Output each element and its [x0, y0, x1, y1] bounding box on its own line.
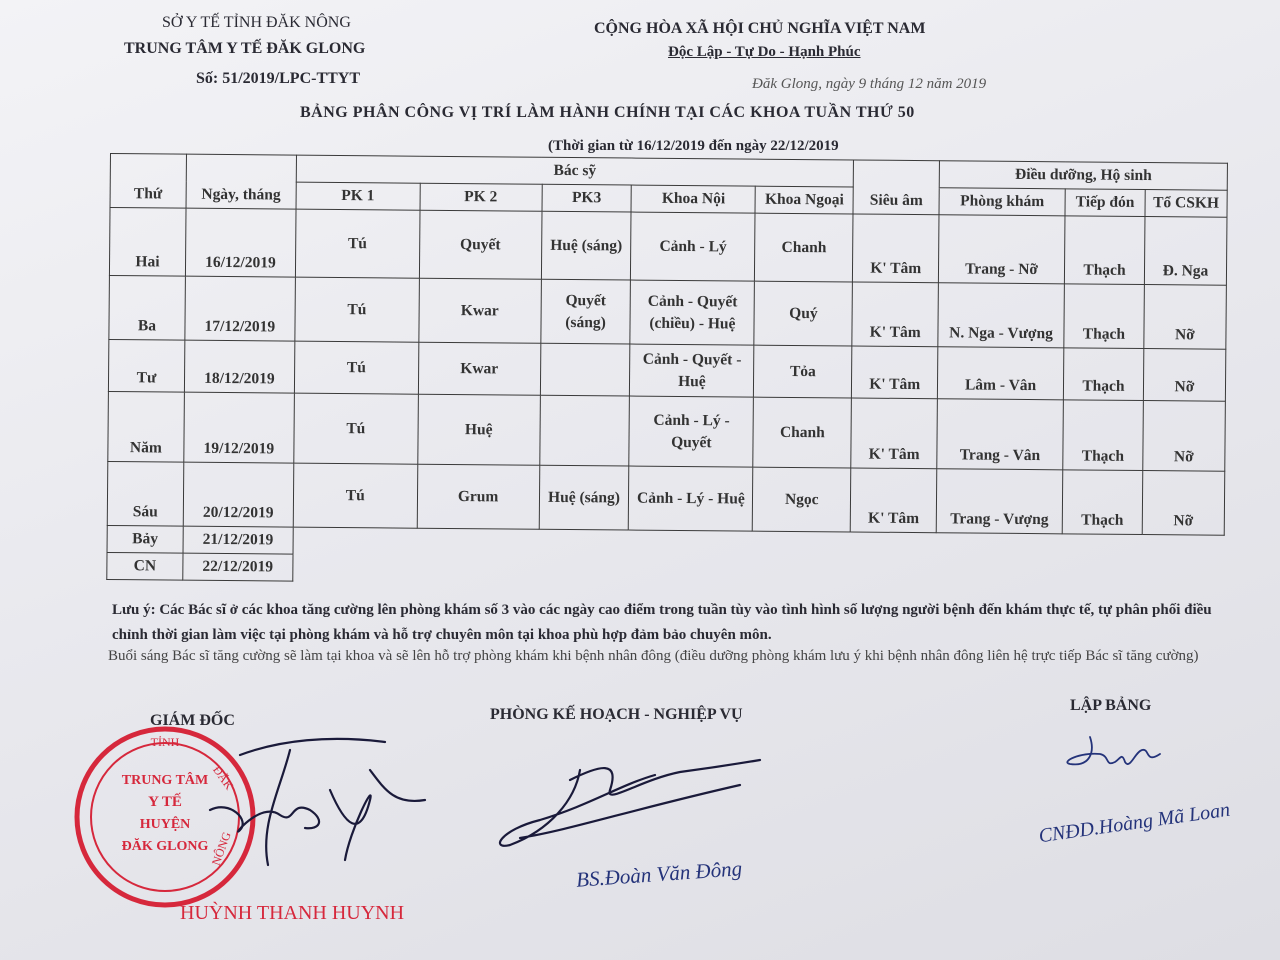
cell-tiep-don: Thạch	[1062, 470, 1142, 535]
note-normal: Buổi sáng Bác sĩ tăng cường sẽ làm tại khoa và sẽ lên hỗ trợ phòng khám khi bệnh nhân đông (điều dưỡng phòng khám lưu ý khi bệnh nhân đông liên hệ trực tiếp Bác sĩ tăng cường)	[108, 648, 1199, 664]
cell-cskh: Nỡ	[1144, 285, 1227, 350]
cell-thu: Hai	[109, 208, 186, 277]
stamp-text-dak-glong: ĐĂK GLONG	[121, 839, 209, 854]
cell-pk3	[539, 395, 630, 466]
cell-cskh: Đ. Nga	[1144, 217, 1227, 286]
cell-thu: Ba	[109, 275, 185, 340]
cell-sieu-am: K' Tâm	[853, 214, 939, 283]
cell-tiep-don: Thạch	[1063, 400, 1144, 471]
cell-thu: CN	[107, 552, 183, 580]
cell-phong-kham: N. Nga - Vượng	[938, 283, 1064, 348]
group-nurses: Điều dưỡng, Hộ sinh	[939, 161, 1227, 191]
col-pk2: PK 2	[420, 183, 542, 211]
maker-signature	[1060, 722, 1180, 782]
cell-pk2: Huệ	[417, 394, 539, 465]
header-agency: SỞ Y TẾ TỈNH ĐĂK NÔNG	[162, 14, 351, 31]
plan-dept-signature	[480, 750, 770, 870]
cell-sieu-am: K' Tâm	[852, 282, 938, 347]
col-tiep-don: Tiếp đón	[1065, 189, 1145, 217]
plan-dept-title: PHÒNG KẾ HOẠCH - NGHIỆP VỤ	[490, 706, 743, 723]
cell-khoa-ngoai: Chanh	[755, 213, 853, 282]
cell-phong-kham: Trang - Nỡ	[939, 215, 1065, 284]
doc-number: Số: 51/2019/LPC-TTYT	[196, 70, 361, 87]
cell-sieu-am: K' Tâm	[851, 398, 938, 469]
director-name: HUỲNH THANH HUYNH	[180, 902, 405, 924]
cell-tiep-don: Thạch	[1063, 348, 1143, 401]
cell-date: 16/12/2019	[185, 208, 296, 277]
col-pk1: PK 1	[296, 182, 420, 210]
cell-date: 18/12/2019	[184, 340, 294, 393]
header-motto: Độc Lập - Tự Do - Hạnh Phúc	[668, 44, 861, 60]
cell-khoa-ngoai: Chanh	[753, 397, 852, 468]
stamp-text-yte: Y TẾ	[148, 794, 182, 810]
document-title: BẢNG PHÂN CÔNG VỊ TRÍ LÀM HÀNH CHÍNH TẠI CÁC KHOA TUẦN THỨ 50	[300, 104, 915, 121]
header-center: TRUNG TÂM Y TẾ ĐĂK GLONG	[124, 40, 366, 57]
director-signature	[170, 730, 440, 870]
cell-pk3	[540, 343, 630, 396]
cell-phong-kham: Lâm - Vân	[938, 347, 1064, 400]
table-row	[107, 461, 1225, 535]
cell-khoa-noi: Cảnh - Quyết - Huệ	[630, 344, 754, 397]
issue-date: Đăk Glong, ngày 9 tháng 12 năm 2019	[752, 76, 987, 92]
cell-thu: Sáu	[107, 461, 183, 526]
cell-phong-kham: Trang - Vân	[937, 399, 1063, 470]
plan-dept-name: BS.Đoàn Văn Đông	[575, 856, 743, 892]
cell-cskh: Nỡ	[1143, 401, 1226, 472]
cell-date: 20/12/2019	[183, 462, 293, 527]
cell-pk3: Huệ (sáng)	[541, 211, 632, 280]
cell-khoa-noi: Cảnh - Quyết (chiều) - Huệ	[630, 280, 754, 345]
cell-sieu-am: K' Tâm	[852, 346, 938, 399]
cell-pk2: Kwar	[419, 278, 541, 343]
cell-date: 17/12/2019	[185, 276, 295, 341]
cell-pk1: Tú	[295, 277, 419, 342]
header-country: CỘNG HÒA XÃ HỘI CHỦ NGHĨA VIỆT NAM	[594, 20, 926, 37]
maker-title: LẬP BẢNG	[1070, 697, 1152, 714]
cell-cskh: Nỡ	[1142, 471, 1225, 536]
cell-khoa-ngoai: Quý	[754, 281, 852, 346]
cell-thu: Tư	[108, 339, 184, 392]
cell-thu: Năm	[108, 391, 185, 462]
stamp-text-tinh: TỈNH	[150, 735, 180, 749]
stamp-text-trung-tam: TRUNG TÂM	[121, 773, 209, 788]
stamp-text-dak: ĐĂK	[210, 763, 237, 793]
cell-pk2: Quyết	[419, 210, 541, 279]
cell-phong-kham: Trang - Vượng	[936, 469, 1062, 534]
cell-tiep-don: Thạch	[1064, 216, 1145, 285]
note-bold-text: Lưu ý: Các Bác sĩ ở các khoa tăng cường lên phòng khám số 3 vào các ngày cao điểm trong tuần tùy vào tình hình số lượng người bệnh đến khám thực tế, tự phân phối điều chỉnh thời gian làm việc tại phòng khám và hỗ trợ chuyên môn tại khoa phù hợp đảm bảo chuyên môn.	[112, 602, 1212, 643]
col-cskh: Tổ CSKH	[1145, 190, 1227, 218]
table-row	[109, 208, 1227, 286]
cell-date: 19/12/2019	[184, 392, 295, 463]
col-phong-kham: Phòng khám	[939, 188, 1065, 216]
cell-tiep-don: Thạch	[1064, 284, 1144, 349]
cell-khoa-noi: Cảnh - Lý - Quyết	[629, 396, 753, 467]
cell-pk3: Huệ (sáng)	[539, 465, 629, 530]
stamp-text-huyen: HUYỆN	[139, 817, 191, 832]
cell-khoa-noi: Cảnh - Lý	[631, 212, 755, 281]
col-date: Ngày, tháng	[186, 154, 296, 209]
table-row	[108, 391, 1226, 471]
cell-sieu-am: K' Tâm	[850, 468, 936, 533]
col-thu: Thứ	[110, 154, 186, 209]
stamp-text-nong: NÔNG	[208, 829, 234, 868]
col-khoa-ngoai: Khoa Ngoại	[755, 186, 853, 214]
col-khoa-noi: Khoa Nội	[631, 185, 755, 213]
cell-pk3: Quyết (sáng)	[540, 279, 630, 344]
cell-pk2: Grum	[417, 464, 539, 529]
schedule-table	[106, 153, 1228, 590]
group-doctors: Bác sỹ	[296, 155, 854, 187]
cell-date: 21/12/2019	[183, 526, 293, 554]
col-pk3: PK3	[542, 184, 632, 212]
cell-date: 22/12/2019	[183, 553, 293, 581]
note-bold	[112, 598, 1232, 648]
cell-cskh: Nỡ	[1143, 349, 1225, 402]
cell-pk1: Tú	[295, 209, 419, 278]
cell-pk1: Tú	[294, 393, 418, 464]
cell-pk1: Tú	[294, 341, 418, 394]
director-title: GIÁM ĐỐC	[150, 712, 235, 729]
table-row	[109, 275, 1227, 349]
cell-khoa-ngoai: Ngọc	[753, 467, 851, 532]
col-sieu-am: Siêu âm	[853, 187, 939, 215]
cell-pk1: Tú	[293, 463, 417, 528]
cell-pk2: Kwar	[418, 342, 540, 395]
cell-khoa-noi: Cảnh - Lý - Huệ	[629, 466, 753, 531]
maker-name: CNĐD.Hoàng Mã Loan	[1037, 798, 1232, 848]
cell-thu: Bảy	[107, 525, 183, 553]
cell-khoa-ngoai: Tỏa	[754, 345, 852, 398]
time-period: (Thời gian từ 16/12/2019 đến ngày 22/12/2019	[548, 138, 839, 154]
